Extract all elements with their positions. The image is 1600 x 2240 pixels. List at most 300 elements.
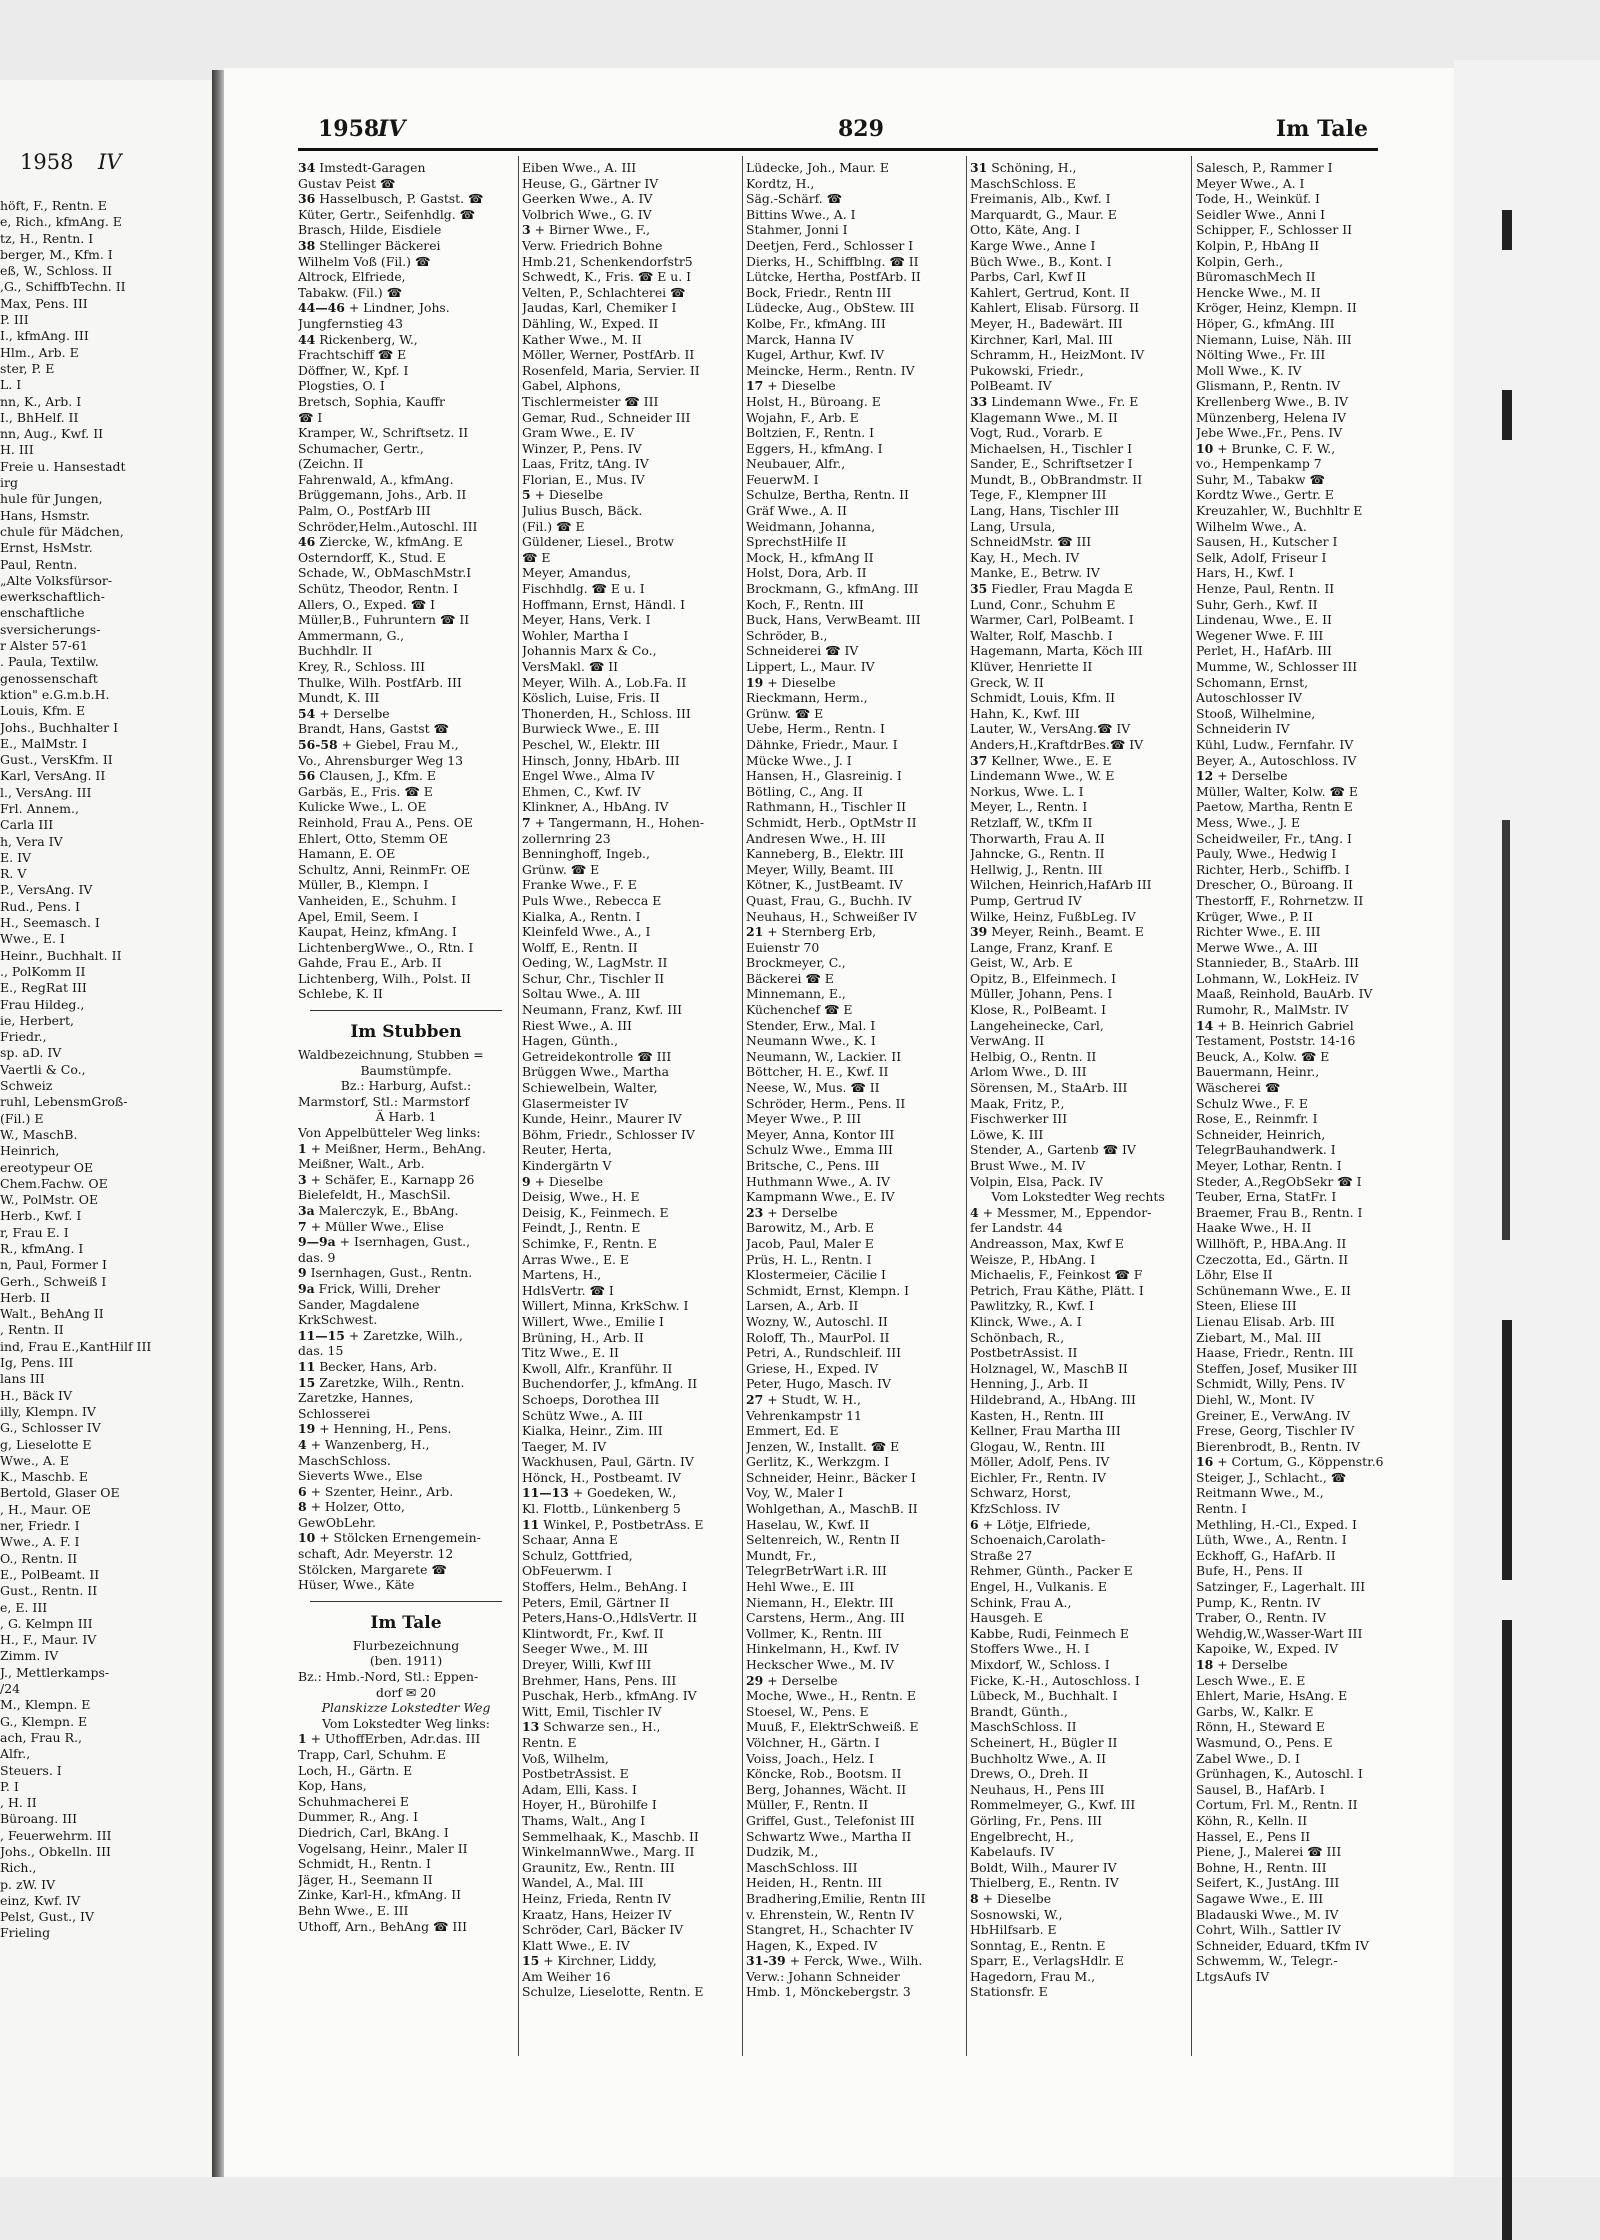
entry-text: Planskizze Lokstedter Weg [321,1700,491,1716]
resident-entry [298,1700,514,1716]
house-number: 15 [522,1953,540,1969]
entry-text: Hagen, K., Exped. IV [746,1937,878,1953]
resident-entry [1196,924,1410,940]
entry-text: Schipper, F., Schlosser II [1196,222,1353,238]
resident-entry [1196,425,1410,441]
resident-entry [1196,176,1410,192]
entry-text: WinkelmannWwe., Marg. II [522,1844,695,1860]
entry-text: Semmelhaak, K., Maschb. II [522,1828,699,1844]
resident-entry [1196,1673,1410,1689]
entry-text: Schütz, Theodor, Rentn. I [298,581,459,597]
house-number-entry [522,1517,738,1533]
resident-entry [1196,1782,1410,1798]
header-volume: IV [378,116,406,142]
entry-text: Meyer, Reinh., Beamt. E [991,924,1144,940]
left-page-line: E., PolBeamt. II [0,1566,100,1582]
resident-entry [522,1563,738,1579]
resident-entry [1196,1033,1410,1049]
resident-entry [1196,1766,1410,1782]
resident-entry [970,659,1186,675]
resident-entry [1196,1142,1410,1158]
entry-text: Willhöft, P., HBA.Ang. II [1196,1235,1347,1251]
entry-text: (Fil.) ☎ E [522,518,585,534]
entry-text: Müller,B., Fuhruntern ☎ II [298,612,470,628]
resident-entry [746,1408,962,1424]
left-page-line: G., Schlosser IV [0,1420,101,1436]
entry-text: schaft, Adr. Meyerstr. 12 [298,1546,454,1562]
resident-entry [1196,955,1410,971]
entry-text: + Birner Wwe., F., [534,222,651,238]
house-number-entry [298,1484,514,1500]
entry-text: + Henning, H., Pens. [319,1421,452,1437]
left-page-line: p. zW. IV [0,1876,56,1892]
house-number: 17 [746,378,764,394]
resident-entry [746,1704,962,1720]
resident-entry [746,300,962,316]
resident-entry [522,799,738,815]
entry-text: Schlosserei [298,1405,371,1421]
entry-text: VersMakl. ☎ II [522,659,619,674]
left-page-line: E., MalMstr. I [0,735,88,751]
resident-entry [298,1794,514,1810]
resident-entry [746,737,962,753]
resident-entry [746,1751,962,1767]
resident-entry [970,799,1186,815]
resident-entry [1196,410,1410,426]
entry-text: Fiedler, Frau Magda E [991,581,1133,597]
entry-text: Barowitz, M., Arb. E [746,1220,875,1236]
house-number: 39 [970,924,988,940]
entry-text: Schultz, Anni, ReinmFr. OE [298,861,471,877]
resident-entry [522,1096,738,1112]
entry-text: Lund, Conr., Schuhm E [970,596,1116,612]
house-number: 19 [298,1421,316,1437]
left-page-line: Paul, Rentn. [0,556,78,572]
resident-entry [746,1548,962,1564]
resident-entry [970,1844,1186,1860]
entry-text: Neubauer, Alfr., [746,456,846,472]
resident-entry [522,706,738,722]
entry-text: Moche, Wwe., H., Rentn. E [746,1688,916,1704]
resident-entry [298,581,514,597]
left-page-line: Chem.Fachw. OE [0,1175,108,1191]
entry-text: Garbs, W., Kalkr. E [1196,1703,1314,1719]
resident-entry [298,628,514,644]
entry-text: dorf ✉ 20 [376,1684,436,1700]
resident-entry [1196,971,1410,987]
resident-entry [522,1657,738,1673]
entry-text: Dudzik, M., [746,1844,819,1860]
entry-text: Franke Wwe., F. E [522,877,637,893]
entry-text: Scheidweiler, Fr., tAng. I [1196,830,1352,846]
entry-text: HbHilfsarb. E [970,1922,1057,1938]
house-number: 9a [298,1280,315,1296]
entry-text: Deisig, Wwe., H. E [522,1189,640,1205]
resident-entry [746,1595,962,1611]
resident-entry [746,1189,962,1205]
entry-text: Uthoff, Arn., BehAng ☎ III [298,1918,468,1934]
resident-entry [970,1158,1186,1174]
entry-text: Wozny, W., Autoschl. II [746,1313,888,1329]
resident-entry [1196,1501,1410,1517]
entry-text: Neumann, W., Lackier. II [746,1048,902,1064]
resident-entry [746,1875,962,1891]
resident-entry [298,1406,514,1422]
resident-entry [1196,207,1410,223]
entry-text: Seifert, K., JustAng. III [1196,1875,1340,1891]
entry-text: SchneidMstr. ☎ III [970,534,1092,550]
resident-entry [746,1330,962,1346]
resident-entry [970,1470,1186,1486]
entry-text: Flurbezeichnung [352,1637,460,1653]
left-page-line: P. III [0,312,29,328]
resident-entry [298,207,514,223]
resident-entry [298,1187,514,1203]
entry-text: Cohrt, Wilh., Sattler IV [1196,1922,1341,1938]
resident-entry [1196,1283,1410,1299]
resident-entry [970,1314,1186,1330]
entry-text: Brockmann, G., kfmAng. III [746,581,919,597]
resident-entry [970,550,1186,566]
entry-text: + Derselbe [1217,768,1288,784]
entry-text: Pump, K., Rentn. IV [1196,1594,1321,1610]
entry-text: Osterndorff, K., Stud. E [298,549,446,565]
resident-entry [298,425,514,441]
entry-text: MaschSchloss. E [970,175,1076,191]
house-number: 9—9a [298,1234,336,1250]
resident-entry [298,1919,514,1935]
entry-text: Norkus, Wwe. L. I [970,783,1084,799]
entry-text: das. 15 [298,1343,344,1359]
resident-entry [522,378,738,394]
house-number-entry [298,1359,514,1375]
left-page-line: r, Frau E. I [0,1224,69,1240]
resident-entry [970,1033,1186,1049]
page-number: 829 [838,116,884,142]
entry-text: Vom Lokstedter Weg links: [322,1715,490,1731]
house-number-entry [1196,768,1410,784]
entry-text: Opitz, B., Elfeinmech. I [970,970,1117,986]
entry-text: FeuerwM. I [746,471,819,487]
entry-text: Mundt, K. III [298,690,380,706]
entry-text: Sausen, H., Kutscher I [1196,534,1338,550]
entry-text: + Kirchner, Liddy, [543,1953,657,1969]
entry-text: Stahmer, Jonni I [746,222,848,238]
resident-entry [1196,1829,1410,1845]
resident-entry [1196,1719,1410,1735]
left-page-line: Max, Pens. III [0,295,88,311]
entry-text: Zaretzke, Wilh., Rentn. [319,1374,465,1390]
house-number-entry [298,1731,514,1747]
entry-text: Hamann, E. OE [298,846,396,862]
resident-entry [970,1127,1186,1143]
house-number: 44—46 [298,300,345,316]
resident-entry [746,1969,962,1985]
entry-text: Altrock, Elfriede, [298,269,406,285]
resident-entry [522,1330,738,1346]
house-number-entry [746,1953,962,1969]
resident-entry [1196,612,1410,628]
entry-text: Schoenaich,Carolath- [970,1532,1106,1548]
resident-entry [970,909,1186,925]
resident-entry [1196,675,1410,691]
entry-text: Garbäs, E., Fris. ☎ E [298,783,433,799]
resident-entry [970,1485,1186,1501]
entry-text: Heckscher Wwe., M. IV [746,1657,894,1672]
resident-entry [1196,394,1410,410]
entry-text: Mundt, Fr., [746,1547,817,1563]
left-page-line: einz, Kwf. IV [0,1892,81,1908]
entry-text: KrkSchwest. [298,1312,378,1328]
entry-text: Schwedt, K., Fris. ☎ E u. I [522,269,692,285]
resident-entry [970,1735,1186,1751]
entry-text: Kleinfeld Wwe., A., I [522,924,651,940]
entry-text: Volpin, Elsa, Pack. IV [970,1173,1103,1189]
entry-text: Brüning, H., Arb. II [522,1329,644,1345]
entry-text: Klostermeier, Cäcilie I [746,1267,886,1283]
entry-text: Michaelsen, H., Tischler I [970,440,1132,456]
house-number: 56-58 [298,736,338,752]
resident-entry [970,425,1186,441]
resident-entry [522,238,738,254]
entry-text: Meyer, Hans, Verk. I [522,612,651,628]
resident-entry [746,238,962,254]
entry-text: Löhr, Else II [1196,1267,1273,1283]
entry-text: Verw.: Johann Schneider [746,1968,900,1984]
resident-entry [522,940,738,956]
house-number: 44 [298,331,316,347]
entry-text: Thams, Walt., Ang I [522,1812,646,1828]
house-number-entry [970,753,1186,769]
resident-entry [746,1844,962,1860]
entry-text: TelegrBetrWart i.R. III [746,1563,887,1579]
entry-text: Ehmen, C., Kwf. IV [522,783,641,799]
resident-entry [522,1688,738,1704]
entry-text: Ä Harb. 1 [375,1109,437,1125]
entry-text: + Derselbe [767,1672,838,1688]
resident-entry [746,363,962,379]
entry-text: Meyer Wwe., P. III [746,1111,862,1127]
entry-text: Stellinger Bäckerei [319,237,441,253]
entry-text: Thestorff, F., Rohrnetzw. II [1196,892,1364,908]
entry-text: Trapp, Carl, Schuhm. E [298,1747,446,1762]
entry-text: Haase, Friedr., Rentn. III [1196,1345,1354,1361]
entry-text: Neumann, Franz, Kwf. III [522,1002,682,1018]
entry-text: Von Appelbütteler Weg links: [298,1125,481,1141]
resident-entry [298,1312,514,1328]
resident-entry [298,1685,514,1701]
resident-entry [522,909,738,925]
entry-text: Sander, Magdalene [298,1296,420,1312]
entry-text: Hoyer, H., Bürohilfe I [522,1797,657,1813]
house-number-entry [298,1219,514,1235]
column-3 [746,160,962,2000]
resident-entry [1196,1969,1410,1985]
resident-entry [522,534,738,550]
entry-text: Willert, Minna, KrkSchw. I [522,1298,689,1314]
entry-text: Imstedt-Garagen [319,160,426,175]
house-number: 35 [970,581,988,597]
entry-text: Scheinert, H., Bügler II [970,1734,1118,1750]
resident-entry [970,784,1186,800]
entry-text: Pukowski, Friedr., [970,362,1084,378]
entry-text: Vanheiden, E., Schuhm. I [298,892,457,908]
resident-entry [298,519,514,535]
resident-entry [970,1875,1186,1891]
entry-text: Hausgeh. E [970,1610,1043,1626]
house-number: 7 [298,1218,307,1234]
entry-text: Schmidt, H., Rentn. I [298,1856,431,1872]
entry-text: Kramper, W., Schriftsetz. II [298,425,469,441]
left-page-line: Heinr., Buchhalt. II [0,947,122,963]
resident-entry [1196,222,1410,238]
resident-entry [746,831,962,847]
resident-entry [298,1156,514,1172]
entry-text: Thielberg, E., Rentn. IV [970,1875,1119,1891]
entry-text: Schönbach, R., [970,1329,1065,1345]
entry-text: Wackhusen, Paul, Gärtn. IV [522,1454,694,1470]
resident-entry [298,1468,514,1484]
house-number-entry [298,737,514,753]
resident-entry [970,191,1186,207]
entry-text: Wandel, A., Mal. III [522,1875,644,1891]
entry-text: + Isernhagen, Gust., [339,1234,471,1250]
entry-text: Köhn, R., Kelln. II [1196,1812,1308,1828]
left-page-text [0,198,212,1942]
entry-text: Eggers, H., kfmAng. I [746,440,883,456]
entry-text: Kialka, Heinr., Zim. III [522,1423,663,1439]
entry-text: Niemann, Luise, Näh. III [1196,331,1352,347]
resident-entry [522,1376,738,1392]
resident-entry [1196,659,1410,675]
resident-entry [298,550,514,566]
resident-entry [970,1142,1186,1158]
resident-entry [522,1969,738,1985]
house-number-entry [970,581,1186,597]
entry-text: + Holzer, Otto, [310,1499,405,1515]
entry-text: Meyer, Lothar, Rentn. I [1196,1158,1342,1173]
house-number-entry [746,378,962,394]
entry-text: Schiewelbein, Walter, [522,1080,658,1096]
entry-text: Prüs, H. L., Rentn. I [746,1251,872,1267]
entry-text: Kellner, Frau Martha III [970,1423,1121,1439]
resident-entry [1196,1423,1410,1439]
resident-entry [522,1860,738,1876]
resident-entry [1196,1813,1410,1829]
resident-entry [1196,1267,1410,1283]
resident-entry [522,1501,738,1517]
house-number: 36 [298,191,316,207]
entry-text: Münzenberg, Helena IV [1196,409,1347,425]
resident-entry [1196,1236,1410,1252]
entry-text: Feindt, J., Rentn. E [522,1220,641,1236]
entry-text: Mundt, B., ObBrandmstr. II [970,471,1143,487]
entry-text: Lohmann, W., LokHeiz. IV [1196,970,1359,986]
resident-entry [970,1766,1186,1782]
entry-text: Rickenberg, W., [319,331,418,347]
resident-entry [1196,1704,1410,1720]
entry-text: Mess, Wwe., J. E [1196,814,1301,830]
left-page-line: Frieling [0,1925,51,1941]
entry-text: Rumohr, R., MalMstr. IV [1196,1002,1349,1018]
resident-entry [970,1080,1186,1096]
entry-text: Seltenreich, W., Rentn II [746,1532,900,1548]
resident-entry [298,846,514,862]
resident-entry [970,612,1186,628]
resident-entry [746,784,962,800]
entry-text: Fahrenwald, A., kfmAng. [298,471,454,487]
resident-entry [522,269,738,285]
house-number-entry [970,160,1186,176]
resident-entry [1196,378,1410,394]
house-number-entry [298,1172,514,1188]
entry-text: Kialka, A., Rentn. I [522,908,641,924]
entry-text: + Tangermann, H., Hohen- [534,814,705,830]
entry-text: Karge Wwe., Anne I [970,237,1096,253]
left-page-line: O., Rentn. II [0,1550,78,1566]
resident-entry [1196,706,1410,722]
left-page-line: Gerh., Schweiß I [0,1273,107,1289]
entry-text: Stender, A., Gartenb ☎ IV [970,1142,1136,1158]
left-page-line: Ernst, HsMstr. [0,540,93,556]
entry-text: Greiner, E., VerwAng. IV [1196,1407,1350,1423]
resident-entry [522,1142,738,1158]
margin-mark [1502,820,1510,1240]
entry-text: Winkel, P., PostbetrAss. E [543,1516,704,1532]
entry-text: Vehrenkampstr 11 [746,1407,862,1423]
resident-entry [298,940,514,956]
left-page-line: Wwe., A. E [0,1452,69,1468]
entry-text: Wilhelm Voß (Fil.) ☎ [298,253,431,269]
resident-entry [522,924,738,940]
house-number-entry [298,191,514,207]
entry-text: vo., Hempenkamp 7 [1196,456,1322,472]
resident-entry [970,1376,1186,1392]
resident-entry [970,1345,1186,1361]
resident-entry [746,487,962,503]
left-page-line: ach, Frau R., [0,1729,82,1745]
house-number: 10 [298,1530,316,1546]
entry-text: Sosnowski, W., [970,1906,1063,1922]
entry-text: Hehl Wwe., E. III [746,1579,855,1595]
entry-text: Schröder, Herm., Pens. II [746,1095,906,1111]
left-page-line: R., kfmAng. I [0,1241,84,1256]
entry-text: Hüser, Wwe., Käte [298,1577,415,1593]
entry-text: Warmer, Carl, PolBeamt. I [970,612,1134,628]
entry-text: Thulke, Wilh. PostfArb. III [298,674,462,690]
left-page-line: Walt., BehAng II [0,1306,104,1322]
resident-entry [1196,1127,1410,1143]
entry-text: Frachtschiff ☎ E [298,347,407,363]
resident-entry [1196,1688,1410,1704]
entry-text: Kolpin, Gerh., [1196,253,1284,269]
entry-text: Böhm, Friedr., Schlosser IV [522,1126,695,1142]
house-number: 11—15 [298,1327,345,1343]
entry-text: Meyer, L., Rentn. I [970,799,1088,815]
section-heading: Im Tale [370,1612,442,1633]
resident-entry [298,1453,514,1469]
resident-entry [522,1002,738,1018]
entry-text: Rieckmann, Herm., [746,690,868,706]
entry-text: Kahlert, Gertrud, Kont. II [970,284,1130,300]
left-page-line: P. I [0,1778,19,1794]
resident-entry [1196,456,1410,472]
resident-entry [970,1860,1186,1876]
entry-text: Neese, W., Mus. ☎ II [746,1080,880,1096]
resident-entry [522,581,738,597]
resident-entry [746,940,962,956]
left-page-line: ., PolKomm II [0,963,86,979]
